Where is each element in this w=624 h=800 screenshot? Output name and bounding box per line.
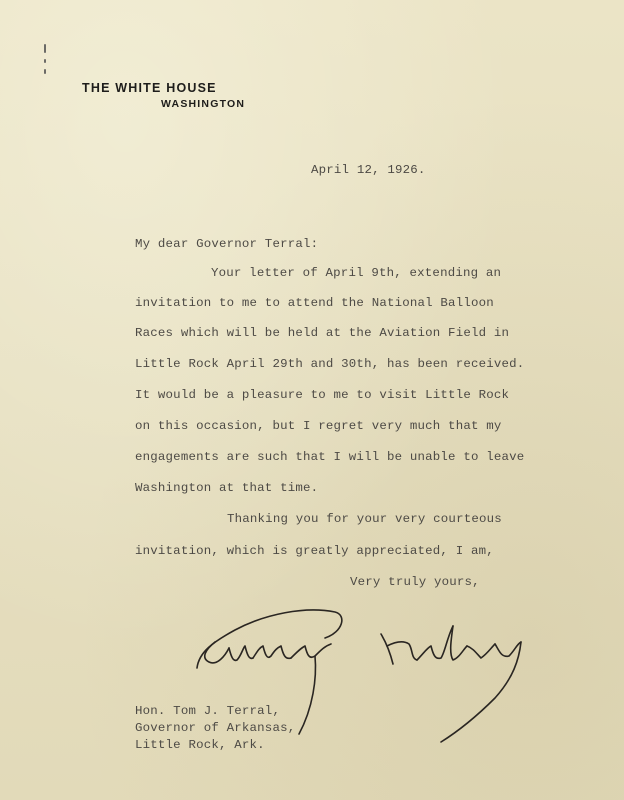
hole-punch-mark	[44, 44, 46, 53]
body-line: Races which will be held at the Aviation Field in	[135, 326, 510, 340]
closing: Very truly yours,	[350, 575, 480, 589]
body-line: on this occasion, but I regret very much that my	[135, 419, 502, 433]
body-line: invitation, which is greatly appreciated, I am,	[135, 544, 494, 558]
body-line: Thanking you for your very courteous	[227, 512, 502, 526]
recipient-line: Governor of Arkansas,	[135, 721, 296, 735]
letter-date: April 12, 1926.	[311, 163, 426, 177]
body-line: Your letter of April 9th, extending an	[211, 266, 502, 280]
hole-punch-mark	[44, 69, 46, 74]
hole-punch-mark	[44, 59, 46, 63]
recipient-line: Hon. Tom J. Terral,	[135, 704, 281, 718]
body-line: Little Rock April 29th and 30th, has been received.	[135, 357, 525, 371]
salutation: My dear Governor Terral:	[135, 237, 319, 251]
body-line: It would be a pleasure to me to visit Little Rock	[135, 388, 510, 402]
recipient-line: Little Rock, Ark.	[135, 738, 265, 752]
body-line: engagements are such that I will be unable to leave	[135, 450, 525, 464]
body-line: Washington at that time.	[135, 481, 319, 495]
letterhead-city: WASHINGTON	[161, 98, 246, 110]
body-line: invitation to me to attend the National Balloon	[135, 296, 494, 310]
letterhead-title: THE WHITE HOUSE	[82, 81, 217, 95]
